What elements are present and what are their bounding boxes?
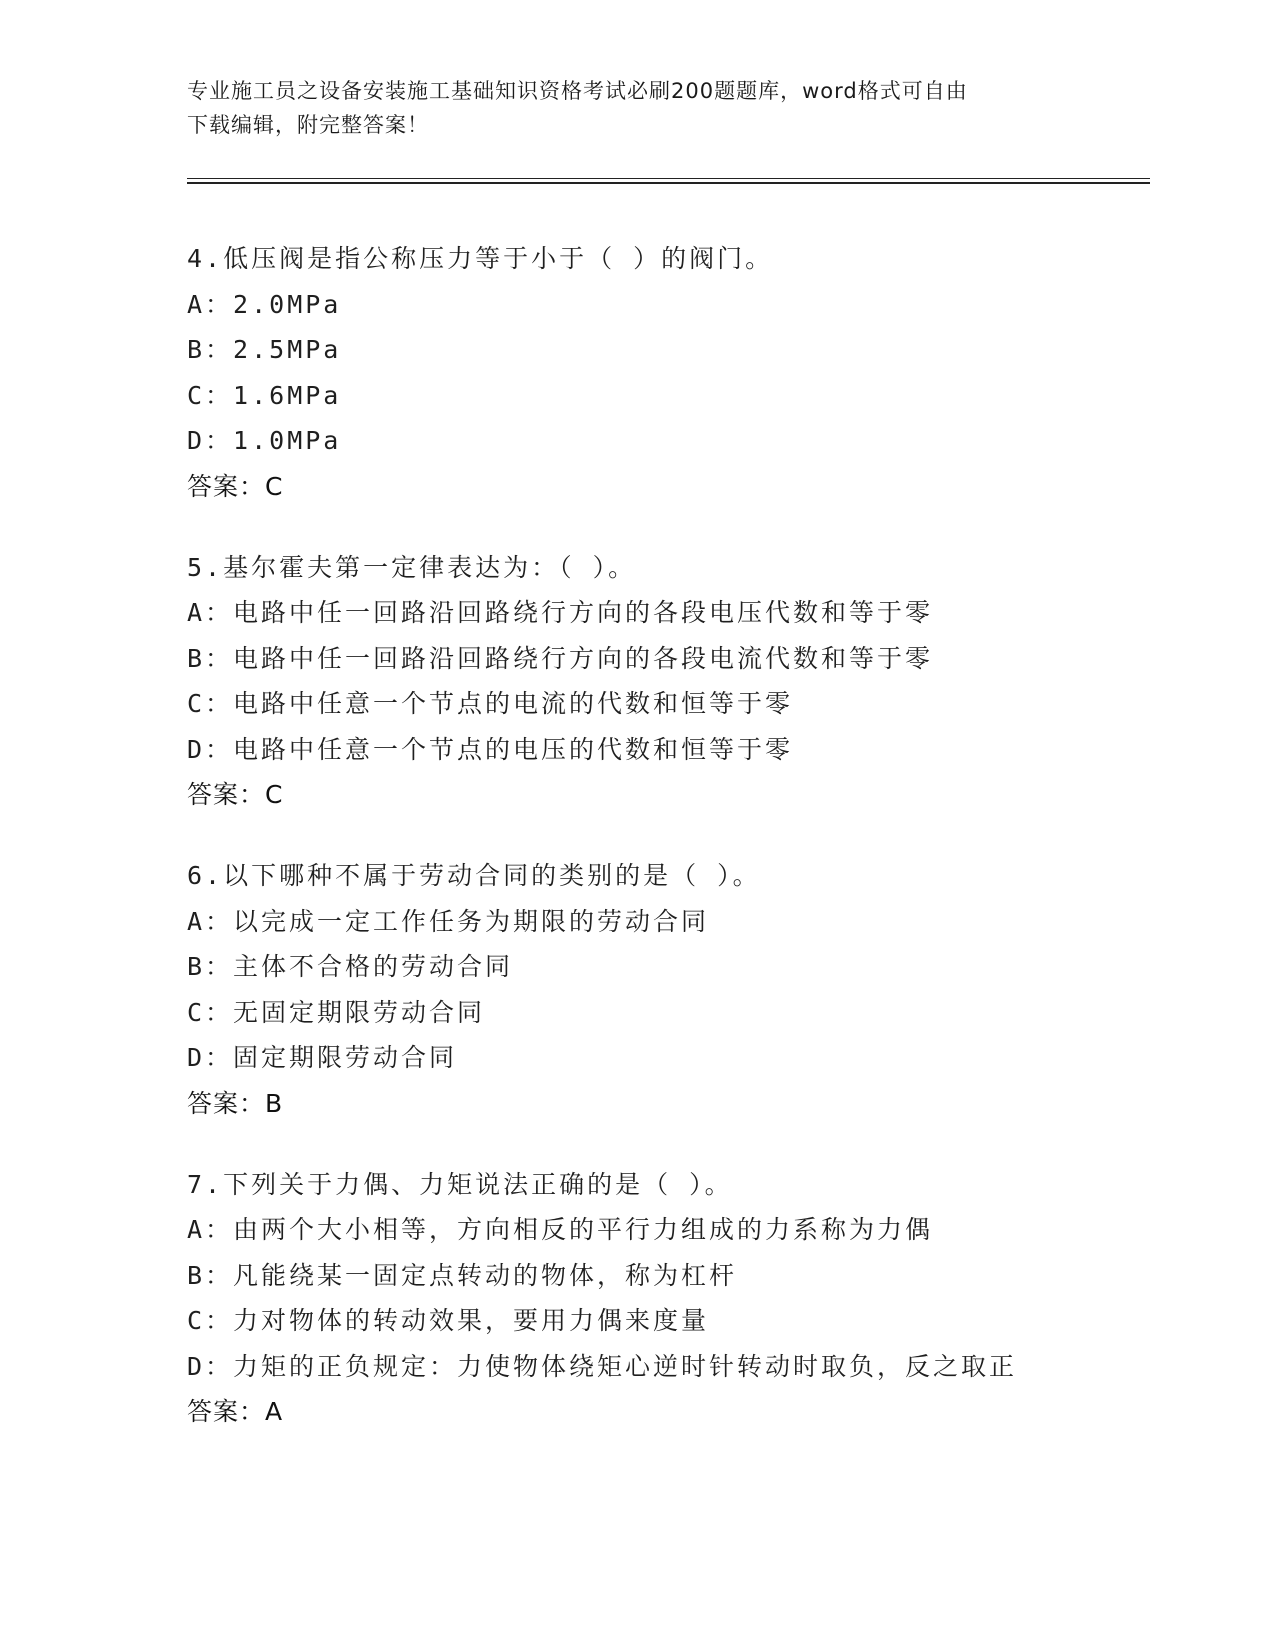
answer-text: 答案：C bbox=[187, 471, 284, 501]
answer-text: 答案：B bbox=[187, 1088, 284, 1118]
option-b: B：电路中任一回路沿回路绕行方向的各段电流代数和等于零 bbox=[187, 643, 934, 673]
answer-text: 答案：C bbox=[187, 780, 284, 809]
option-c: C：1.6MPa bbox=[187, 380, 342, 410]
option-c: C：力对物体的转动效果，要用力偶来度量 bbox=[187, 1306, 710, 1335]
option-a: A：2.0MPa bbox=[187, 289, 342, 319]
question-stem: 6.以下哪种不属于劳动合同的类别的是（ ）。 bbox=[187, 861, 761, 890]
question-7 bbox=[187, 1162, 1147, 1435]
option-d: D：1.0MPa bbox=[187, 426, 342, 455]
option-a: A：以完成一定工作任务为期限的劳动合同 bbox=[187, 906, 710, 936]
answer-text: 答案：A bbox=[187, 1397, 284, 1426]
option-c: C：电路中任意一个节点的电流的代数和恒等于零 bbox=[187, 689, 794, 718]
question-list bbox=[187, 236, 1147, 1470]
option-b: B：凡能绕某一固定点转动的物体，称为杠杆 bbox=[187, 1260, 738, 1290]
document-header bbox=[187, 74, 1067, 142]
header-divider-bottom bbox=[187, 182, 1150, 184]
question-stem: 7.下列关于力偶、力矩说法正确的是（ ）。 bbox=[187, 1169, 733, 1199]
question-6 bbox=[187, 853, 1147, 1126]
option-d: D：固定期限劳动合同 bbox=[187, 1043, 458, 1072]
header-line-2: 下载编辑，附完整答案！ bbox=[187, 113, 429, 137]
option-d: D：力矩的正负规定：力使物体绕矩心逆时针转动时取负，反之取正 bbox=[187, 1351, 1018, 1381]
question-4 bbox=[187, 236, 1147, 509]
question-stem: 4.低压阀是指公称压力等于小于（ ）的阀门。 bbox=[187, 244, 774, 273]
question-5 bbox=[187, 545, 1147, 818]
option-a: A：由两个大小相等，方向相反的平行力组成的力系称为力偶 bbox=[187, 1215, 934, 1244]
option-a: A：电路中任一回路沿回路绕行方向的各段电压代数和等于零 bbox=[187, 598, 934, 627]
option-b: B：2.5MPa bbox=[187, 335, 342, 364]
header-line-1: 专业施工员之设备安装施工基础知识资格考试必刷200题题库，word格式可自由 bbox=[187, 79, 968, 103]
option-d: D：电路中任意一个节点的电压的代数和恒等于零 bbox=[187, 734, 794, 764]
option-b: B：主体不合格的劳动合同 bbox=[187, 952, 514, 981]
question-stem: 5.基尔霍夫第一定律表达为：（ ）。 bbox=[187, 552, 637, 582]
header-divider-top bbox=[187, 178, 1150, 179]
option-c: C：无固定期限劳动合同 bbox=[187, 997, 486, 1027]
